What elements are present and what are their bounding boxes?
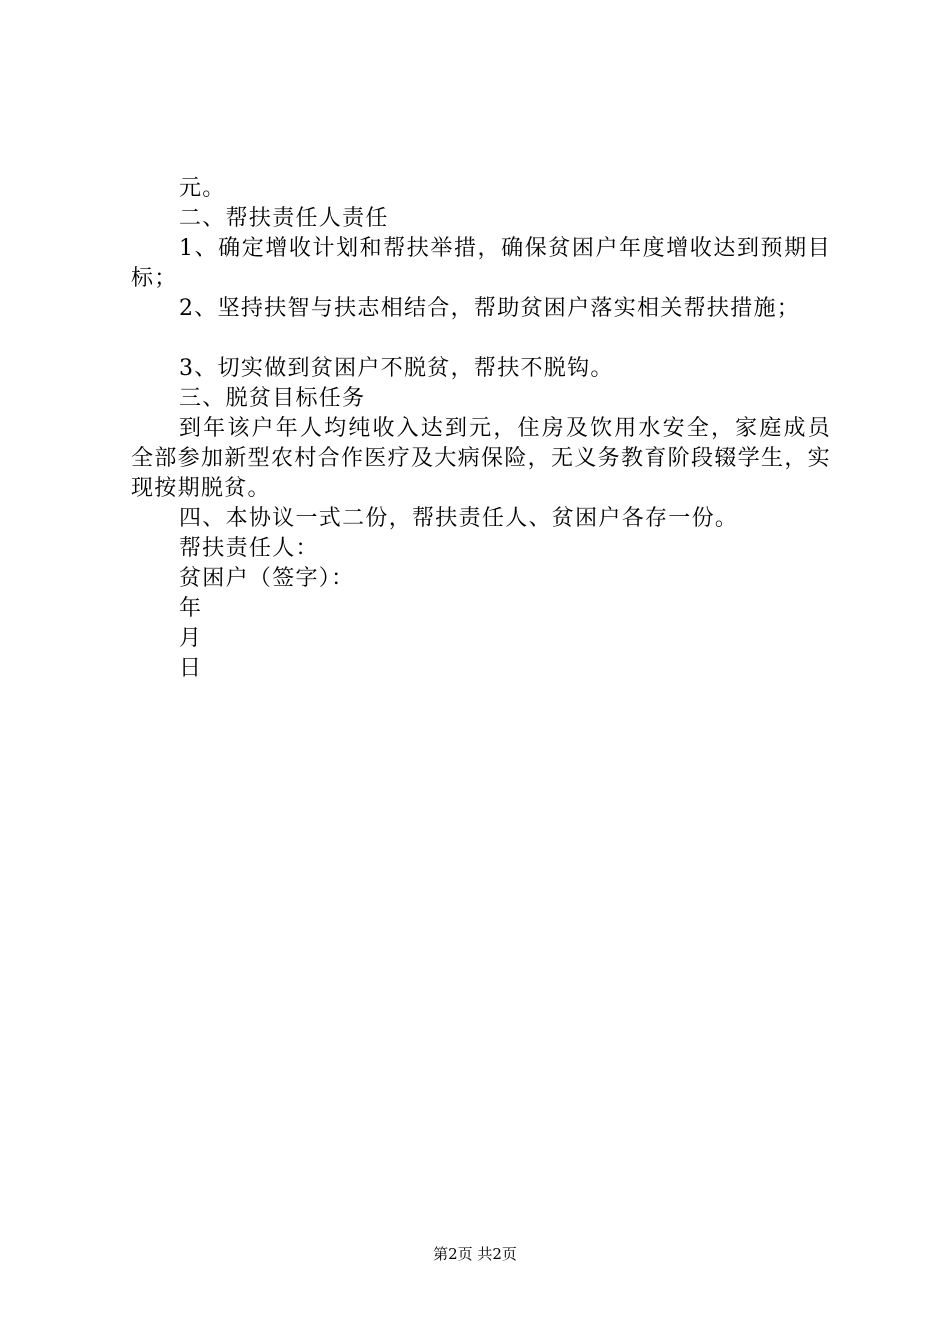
- section-4-copies: 四、本协议一式二份，帮扶责任人、贫困户各存一份。: [179, 506, 739, 531]
- blank-line: [131, 324, 831, 354]
- date-year-label: 年: [179, 596, 203, 621]
- clause-3: 3、切实做到贫困户不脱贫，帮扶不脱钩。: [179, 356, 614, 381]
- section-heading-goals: 三、脱贫目标任务: [179, 386, 366, 411]
- document-body: [131, 174, 831, 684]
- goals-paragraph: 到年该户年人均纯收入达到元，住房及饮用水安全，家庭成员全部参加新型农村合作医疗及大病保险，无义务教育阶段辍学生，实现按期脱贫。: [131, 416, 831, 501]
- signature-household-label: 贫困户（签字）：: [179, 566, 355, 591]
- clause-1: 1、确定增收计划和帮扶举措，确保贫困户年度增收达到预期目标；: [131, 236, 831, 291]
- page-number-footer: 第2页 共2页: [433, 1245, 517, 1263]
- date-month-label: 月: [179, 626, 203, 651]
- signature-helper-label: 帮扶责任人：: [179, 536, 319, 561]
- text-line-amount-unit: 元。: [179, 176, 226, 201]
- section-heading-responsibilities: 二、帮扶责任人责任: [179, 206, 389, 231]
- clause-2: 2、坚持扶智与扶志相结合，帮助贫困户落实相关帮扶措施；: [179, 296, 801, 321]
- date-day-label: 日: [179, 656, 203, 681]
